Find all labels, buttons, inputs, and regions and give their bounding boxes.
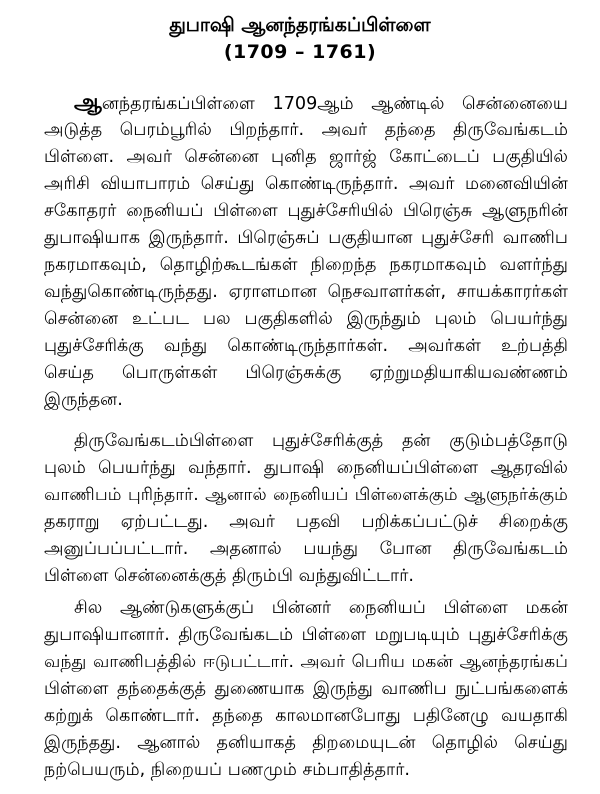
paragraph-line: வந்து வாணிபத்தில் ஈடுபட்டார். அவர் பெரிய மகன் ஆனந்தரங்கப் (44, 652, 568, 672)
paragraph-line: இருந்தன. (44, 390, 123, 410)
paragraph-1-line-1 (74, 90, 568, 117)
paragraph-line: செய்த பொருள்கள் பிரெஞ்சுக்கு ஏற்றுமதியாகியவண்ணம் (44, 363, 568, 383)
paragraph-line: தகராறு ஏற்பட்டது. அவர் பதவி பறிக்கப்பட்டுச் சிறைக்கு (44, 512, 568, 532)
paragraph-line: சில ஆண்டுகளுக்குப் பின்னர் நைனியப் பிள்ளை மகன் (74, 598, 568, 618)
paragraph-line: பிள்ளை. அவர் சென்னை புனித ஜார்ஜ் கோட்டைப் பகுதியில் (44, 147, 568, 167)
paragraph-line: இருந்தது. ஆனால் தனியாகத் திறமையுடன் தொழில் செய்து (44, 733, 568, 753)
paragraph-line: கற்றுக் கொண்டார். தந்தை காலமானபோது பதினேழு வயதாகி (44, 706, 568, 726)
paragraph-line: அரிசி வியாபாரம் செய்து கொண்டிருந்தார். அவர் மனைவியின் (44, 174, 568, 194)
paragraph-line: பிள்ளை சென்னைக்குத் திரும்பி வந்துவிட்டார். (44, 566, 414, 586)
paragraph-line: அனுப்பப்பட்டார். அதனால் பயந்து போன திருவேங்கடம் (44, 539, 568, 559)
paragraph-line: சகோதரர் நைனியப் பிள்ளை புதுச்சேரியில் பிரெஞ்சு ஆளுநரின் (44, 201, 568, 221)
paragraph-line: அடுத்த பெரம்பூரில் பிறந்தார். அவர் தந்தை திருவேங்கடம் (44, 120, 568, 140)
paragraph-line: சென்னை உட்பட பல பகுதிகளில் இருந்தும் புலம் பெயர்ந்து (44, 309, 568, 329)
paragraph-line: வாணிபம் புரிந்தார். ஆனால் நைனியப் பிள்ளைக்கும் ஆளுநர்க்கும் (44, 485, 568, 505)
drop-cap: ஆ (74, 90, 102, 115)
paragraph-line: வந்துகொண்டிருந்தது. ஏராளமான நெசவாளர்கள், சாயக்காரர்கள் (44, 282, 568, 302)
paragraph-line: துபாஷியானார். திருவேங்கடம் பிள்ளை மறுபடியும் புதுச்சேரிக்கு (44, 625, 568, 645)
paragraph-line: நகரமாகவும், தொழிற்கூடங்கள் நிறைந்த நகரமாகவும் வளர்ந்து (44, 255, 568, 275)
paragraph-line: திருவேங்கடம்பிள்ளை புதுச்சேரிக்குத் தன் குடும்பத்தோடு (74, 431, 568, 451)
page-subtitle-years: (1709 – 1761) (223, 41, 377, 63)
paragraph-line: புதுச்சேரிக்கு வந்து கொண்டிருந்தார்கள். அவர்கள் உற்பத்தி (44, 336, 568, 356)
paragraph-line: துபாஷியாக இருந்தார். பிரெஞ்சுப் பகுதியான புதுச்சேரி வாணிப (44, 228, 568, 248)
paragraph-line: னந்தரங்கப்பிள்ளை 1709ஆம் ஆண்டில் சென்னையை (101, 94, 568, 114)
paragraph-line: பிள்ளை தந்தைக்குத் துணையாக இருந்து வாணிப நுட்பங்களைக் (44, 679, 568, 699)
paragraph-line: புலம் பெயர்ந்து வந்தார். துபாஷி நைனியப்பிள்ளை ஆதரவில் (44, 458, 568, 478)
paragraph-line: நற்பெயரும், நிறையப் பணமும் சம்பாதித்தார். (44, 760, 411, 780)
page-title: துபாஷி ஆனந்தரங்கப்பிள்ளை (169, 14, 431, 36)
